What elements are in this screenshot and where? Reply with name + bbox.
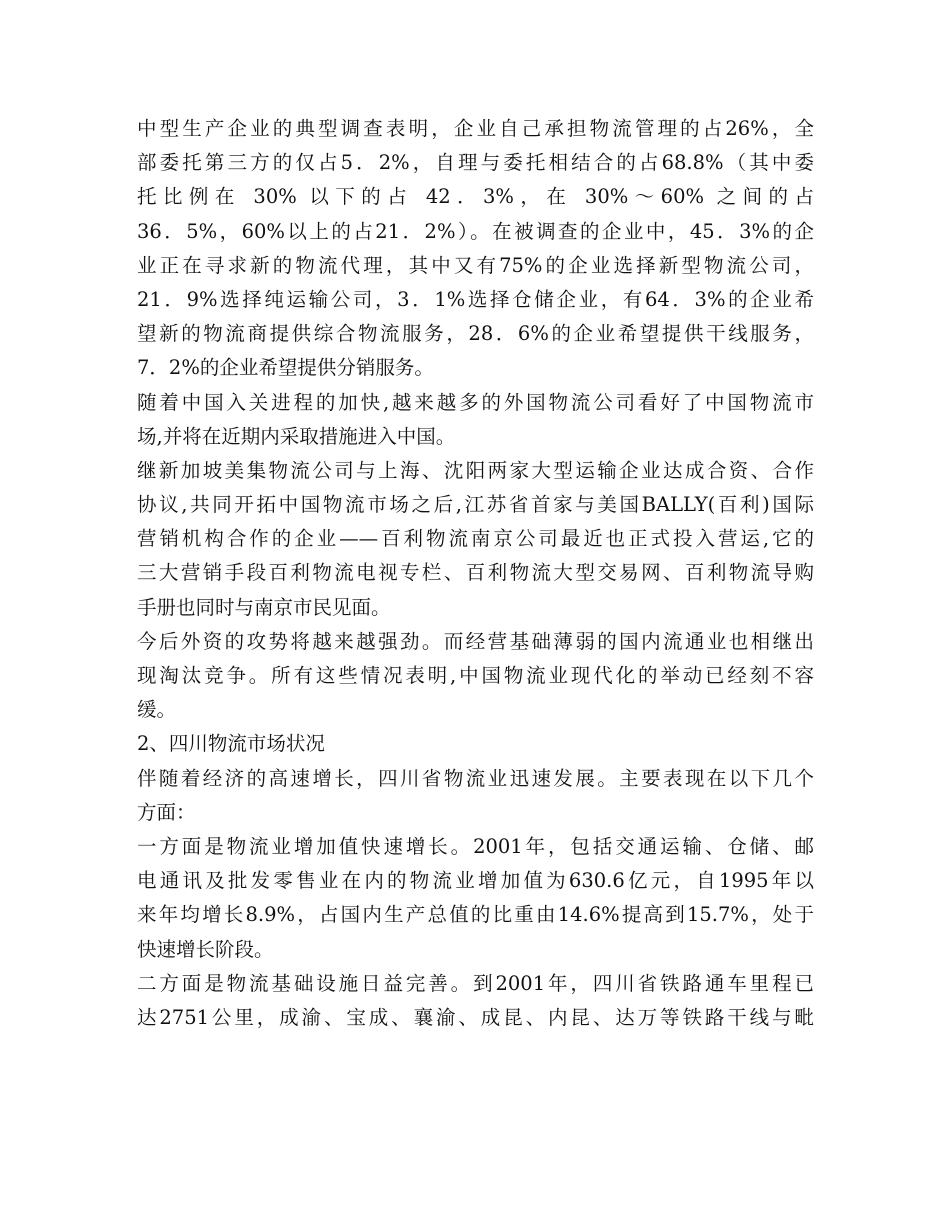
text-line: 继新加坡美集物流公司与上海、沈阳两家大型运输企业达成合资、合作 (137, 458, 814, 482)
text-line: 协议,共同开拓中国物流市场之后,江苏省首家与美国BALLY(百利)国际 (137, 493, 814, 517)
text-line: 2、四川物流市场状况 (137, 732, 325, 756)
text-line: 三大营销手段百利物流电视专栏、百利物流大型交易网、百利物流导购 (137, 561, 814, 585)
text-line: 二方面是物流基础设施日益完善。到2001年，四川省铁路通车里程已 (137, 971, 814, 995)
text-line: 36．5%，60%以上的占21．2%）。在被调查的企业中，45．3%的企 (137, 219, 814, 243)
text-line: 快速增长阶段。 (137, 937, 274, 961)
text-line: 7．2%的企业希望提供分销服务。 (137, 356, 434, 380)
text-line: 一方面是物流业增加值快速增长。2001年，包括交通运输、仓储、邮 (137, 834, 814, 858)
text-line: 方面： (137, 800, 196, 824)
text-line: 随着中国入关进程的加快,越来越多的外国物流公司看好了中国物流市 (137, 390, 814, 414)
text-line: 伴随着经济的高速增长，四川省物流业迅速发展。主要表现在以下几个 (137, 766, 814, 790)
text-line: 来年均增长8.9%，占国内生产总值的比重由14.6%提高到15.7%，处于 (137, 903, 814, 927)
text-line: 中型生产企业的典型调查表明，企业自己承担物流管理的占26%，全 (137, 117, 814, 140)
text-line: 业正在寻求新的物流代理，其中又有75%的企业选择新型物流公司， (137, 253, 814, 277)
text-line: 托比例在 30% 以下的占 42．3%，在 30%～60% 之间的占 (137, 185, 814, 209)
document-body (137, 112, 814, 1035)
text-line: 今后外资的攻势将越来越强劲。而经营基础薄弱的国内流通业也相继出 (137, 629, 814, 653)
text-line: 部委托第三方的仅占5．2%，自理与委托相结合的占68.8%（其中委 (137, 151, 814, 175)
text-line: 营销机构合作的企业——百利物流南京公司最近也正式投入营运,它的 (137, 527, 814, 551)
text-line: 现淘汰竞争。所有这些情况表明,中国物流业现代化的举动已经刻不容 (137, 664, 814, 687)
text-line: 场,并将在近期内采取措施进入中国。 (137, 424, 456, 448)
text-line: 21．9%选择纯运输公司，3．1%选择仓储企业，有64．3%的企业希 (137, 287, 814, 311)
text-line: 望新的物流商提供综合物流服务，28．6%的企业希望提供干线服务， (137, 322, 814, 346)
text-line: 电通讯及批发零售业在内的物流业增加值为630.6亿元，自1995年以 (137, 869, 814, 893)
text-line: 缓。 (137, 698, 177, 722)
text-line: 手册也同时与南京市民见面。 (137, 595, 391, 619)
text-line: 达2751公里，成渝、宝成、襄渝、成昆、内昆、达万等铁路干线与毗 (137, 1005, 814, 1029)
